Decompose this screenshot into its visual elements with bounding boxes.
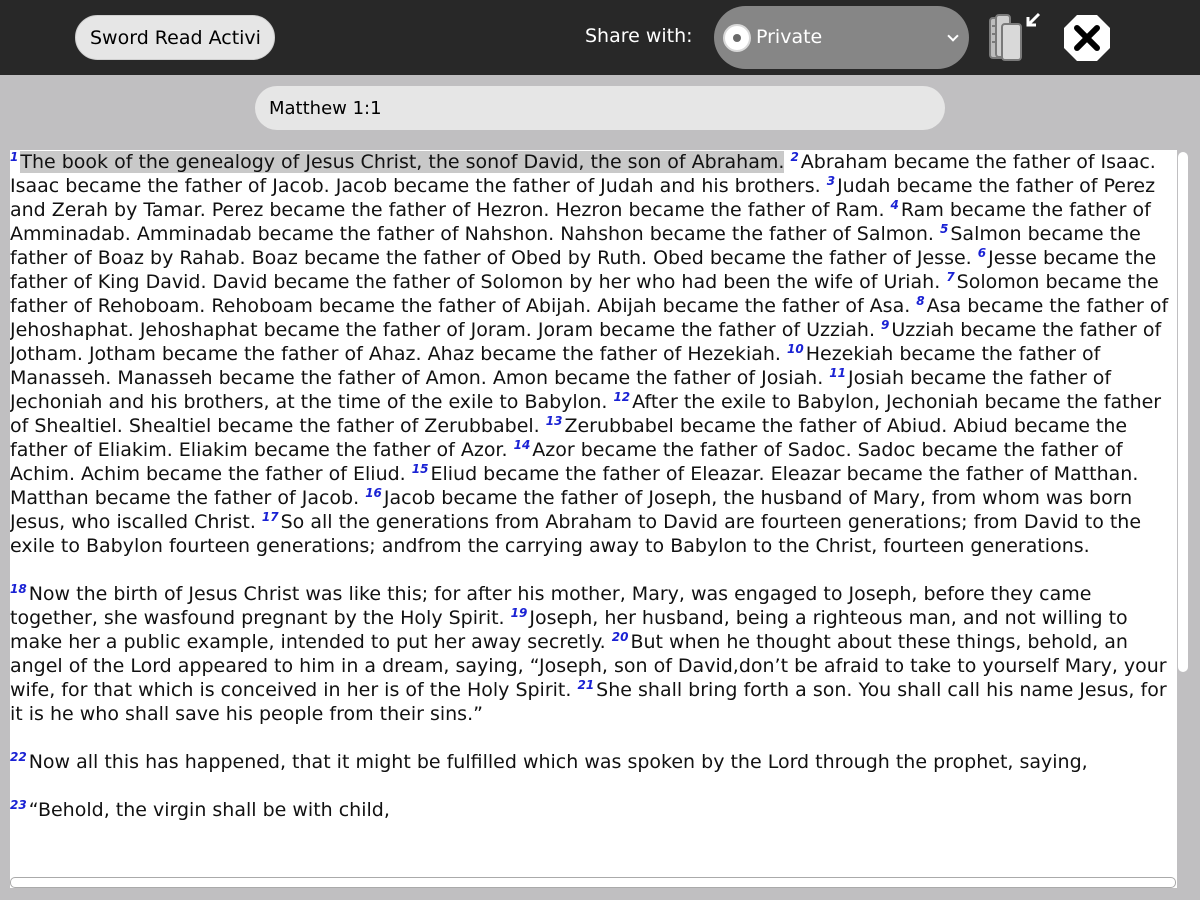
share-with-label: Share with:	[585, 25, 693, 47]
verse-text: Jacob became the father of Joseph, the husband of Mary, from whom was born Jesus, who iscalled Christ.	[10, 487, 1133, 533]
verse-number: 11	[829, 365, 846, 380]
verse-number: 15	[411, 461, 429, 476]
verse-text: “Behold, the virgin shall be with child,	[28, 799, 390, 821]
verse-number: 10	[787, 341, 804, 356]
verse-text: Josiah became the father of Jechoniah and his brothers, at the time of the exile to Babylon.	[10, 367, 1112, 413]
verse-text: Judah became the father of Perez and Zerah by Tamar. Perez became the father of Hezron. Hezron became the father of Ram.	[10, 175, 1156, 221]
passage-paragraph	[10, 798, 1177, 822]
passage-paragraph	[10, 582, 1177, 726]
verse-number: 7	[946, 269, 955, 284]
verse-text: Asa became the father of Jehoshaphat. Jehoshaphat became the father of Joram. Joram became the father of Uzziah.	[10, 295, 1169, 341]
verse-number: 16	[365, 485, 382, 500]
passage-text	[10, 150, 1177, 822]
verse-text: Now the birth of Jesus Christ was like this; for after his mother, Mary, was engaged to Joseph, before they came together, she wasfound pregnant by the Holy Spirit.	[10, 583, 1092, 629]
verse-number: 23	[10, 797, 27, 812]
verse-number: 20	[611, 629, 629, 644]
verse-number: 21	[577, 677, 595, 692]
verse-number: 3	[826, 173, 836, 188]
verse-text: Now all this has happened, that it might be fulfilled which was spoken by the Lord through the prophet, saying,	[28, 751, 1088, 773]
verse-text: Ram became the father of Amminadab. Amminadab became the father of Nahshon. Nahshon became the father of Salmon.	[10, 199, 1151, 245]
verse-text: She shall bring forth a son. You shall call his name Jesus, for it is he who shall save his people from their sins.”	[10, 679, 1167, 725]
verse-number: 12	[613, 389, 631, 404]
verse-text: Zerubbabel became the father of Abiud. Abiud became the father of Eliakim. Eliakim became the father of Azor.	[10, 415, 1128, 461]
verse-text: But when he thought about these things, behold, an angel of the Lord appeared to him in a dream, saying, “Joseph, son of David,don’t be afraid to take to yourself Mary, your wife, for that which is conceived in her is of the Holy Spirit.	[10, 631, 1167, 701]
passage-paragraph	[10, 150, 1177, 558]
verse-text: Eliud became the father of Eleazar. Eleazar became the father of Matthan. Matthan became the father of Jacob.	[10, 463, 1139, 509]
verse-number: 4	[890, 197, 899, 212]
vertical-scrollbar-thumb[interactable]	[1178, 152, 1188, 672]
share-with-value: Private	[756, 26, 823, 48]
close-icon	[1063, 14, 1111, 62]
stop-activity-button[interactable]	[1063, 14, 1111, 62]
reference-search-input[interactable]	[255, 86, 945, 130]
verse-text: Salmon became the father of Boaz by Rahab. Boaz became the father of Obed by Ruth. Obed became the father of Jesse.	[10, 223, 1141, 269]
chevron-down-icon	[947, 28, 959, 48]
verse-number: 2	[790, 150, 799, 164]
reference-search-field[interactable]	[255, 86, 945, 130]
verse-text: After the exile to Babylon, Jechoniah became the father of Shealtiel. Shealtiel became the father of Zerubbabel.	[10, 391, 1162, 437]
keep-to-journal-button[interactable]	[985, 12, 1041, 64]
activity-title-input[interactable]	[76, 16, 274, 59]
private-radio-icon	[723, 24, 751, 52]
verse-text: Uzziah became the father of Jotham. Jotham became the father of Ahaz. Ahaz became the father of Hezekiah.	[10, 319, 1162, 365]
verse-text: Solomon became the father of Rehoboam. Rehoboam became the father of Abijah. Abijah became the father of Asa.	[10, 271, 1159, 317]
verse-number: 19	[510, 605, 528, 620]
verse-number: 8	[916, 293, 925, 308]
share-with-dropdown[interactable]	[714, 6, 969, 69]
verse-number: 6	[977, 245, 987, 260]
activity-title-field[interactable]	[75, 15, 275, 60]
verse-number: 1	[10, 150, 19, 164]
verse-number: 13	[545, 413, 563, 428]
top-toolbar	[0, 0, 1200, 75]
verse-text: Joseph, her husband, being a righteous man, and not willing to make her a public example, intended to put her away secretly.	[10, 607, 1128, 653]
verse-number: 14	[513, 437, 531, 452]
verse-number: 17	[261, 509, 279, 524]
verse-number: 5	[940, 221, 949, 236]
journal-icon	[985, 12, 1041, 64]
verse-text: Azor became the father of Sadoc. Sadoc became the father of Achim. Achim became the father of Eliud.	[10, 439, 1123, 485]
horizontal-scrollbar[interactable]	[10, 877, 1176, 888]
verse-text: Jesse became the father of King David. David became the father of Solomon by her who had been the wife of Uriah.	[10, 247, 1157, 293]
scripture-text-panel[interactable]	[10, 150, 1177, 888]
verse-number: 18	[10, 581, 27, 596]
passage-paragraph	[10, 750, 1177, 774]
verse-number: 9	[881, 317, 890, 332]
verse-text: Abraham became the father of Isaac. Isaac became the father of Jacob. Jacob became the father of Judah and his brothers.	[10, 151, 1156, 197]
verse-text: The book of the genealogy of Jesus Christ, the sonof David, the son of Abraham.	[20, 151, 785, 173]
verse-number: 22	[10, 749, 27, 764]
verse-text: So all the generations from Abraham to David are fourteen generations; from David to the exile to Babylon fourteen generations; andfrom the carrying away to Babylon to the Christ, fourteen generations.	[10, 511, 1142, 557]
verse-text: Hezekiah became the father of Manasseh. Manasseh became the father of Amon. Amon became the father of Josiah.	[10, 343, 1101, 389]
